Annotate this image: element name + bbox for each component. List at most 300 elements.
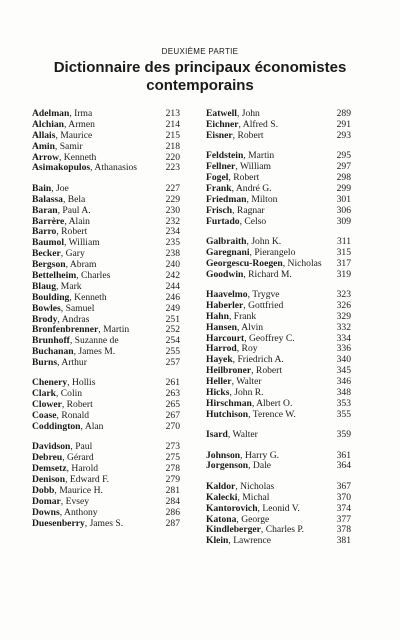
entry-page-number: 214 <box>165 118 180 130</box>
entry-given-name: Gérard <box>67 452 94 464</box>
entry-page-number: 244 <box>165 280 180 292</box>
entry-page-number: 355 <box>336 408 351 420</box>
entry-separator: , <box>80 421 85 433</box>
entry-surname: Furtado <box>206 215 240 227</box>
entry-page-number: 279 <box>165 474 180 486</box>
entry-separator: , <box>237 491 243 503</box>
entry-page-number: 261 <box>165 377 180 389</box>
entry-surname: Goodwin <box>206 268 244 280</box>
index-entry <box>206 217 351 228</box>
entry-separator: , <box>236 343 242 355</box>
entry-separator: , <box>64 215 69 227</box>
entry-separator: , <box>57 204 63 216</box>
entry-page-number: 284 <box>165 495 180 507</box>
entry-separator: , <box>243 150 249 162</box>
entry-page-number: 289 <box>336 108 351 119</box>
entry-separator: , <box>57 357 62 369</box>
entry-separator: , <box>57 313 62 325</box>
entry-surname: Asimakopulos <box>32 162 91 174</box>
entry-given-name: Robert <box>237 129 264 141</box>
entry-surname: Kantorovich <box>206 502 258 514</box>
entry-page-number: 257 <box>165 357 180 369</box>
entry-surname: Clark <box>32 388 56 400</box>
entry-separator: , <box>65 259 70 271</box>
entry-surname: Friedman <box>206 193 247 205</box>
entry-given-name: Robert <box>255 365 283 377</box>
entry-surname: Bergson <box>32 259 66 271</box>
entry-surname: Denison <box>32 474 66 486</box>
entry-surname: Bowles <box>32 302 61 314</box>
entry-given-name: Charles P. <box>265 524 305 536</box>
entry-separator: , <box>247 288 253 300</box>
entry-page-number: 370 <box>336 491 351 503</box>
entry-surname: Brody <box>32 313 58 325</box>
entry-separator: , <box>60 248 66 260</box>
entry-given-name: Martin <box>103 324 130 336</box>
entry-separator: , <box>64 237 69 249</box>
part-heading: DEUXIÈME PARTIE <box>161 47 239 56</box>
entry-given-name: Ragnar <box>236 204 265 216</box>
index-entry <box>206 410 351 421</box>
entry-separator: , <box>90 162 95 174</box>
entry-separator: , <box>70 441 76 453</box>
entry-given-name: Gary <box>65 248 85 260</box>
entry-separator: , <box>56 226 62 238</box>
entry-separator: , <box>60 495 66 507</box>
entry-surname: Bettelheim <box>32 269 77 281</box>
entry-separator: , <box>257 502 263 514</box>
entry-separator: , <box>59 506 65 518</box>
entry-surname: Brunhoff <box>32 335 70 347</box>
entry-surname: Balassa <box>32 193 63 205</box>
entry-separator: , <box>69 335 75 347</box>
entry-page-number: 235 <box>165 237 180 249</box>
entry-surname: Hayek <box>206 354 233 366</box>
entry-separator: , <box>56 410 62 422</box>
index-entry <box>206 270 351 281</box>
entry-separator: , <box>59 151 64 163</box>
entry-page-number: 246 <box>165 291 180 303</box>
entry-page-number: 265 <box>165 399 180 411</box>
entry-separator: , <box>243 268 249 280</box>
entry-page-number: 367 <box>336 480 351 492</box>
entry-page-number: 249 <box>165 302 180 314</box>
entry-surname: Burns <box>32 357 58 369</box>
entry-given-name: Martin <box>248 150 275 162</box>
entry-given-name: Robert <box>233 171 260 183</box>
entry-page-number: 275 <box>165 452 180 464</box>
entry-surname: Frisch <box>206 204 233 216</box>
entry-surname: Barro <box>32 226 57 238</box>
entry-separator: , <box>232 354 238 366</box>
entry-surname: Eatwell <box>206 108 237 119</box>
entry-separator: , <box>62 452 67 464</box>
entry-surname: Georgescu-Roegen <box>206 257 283 269</box>
entry-given-name: Kenneth <box>74 291 107 303</box>
entry-page-number: 263 <box>165 388 180 400</box>
entry-given-name: Evsey <box>65 495 90 507</box>
entry-surname: Garegnani <box>206 246 250 258</box>
entry-page-number: 291 <box>336 118 351 130</box>
entry-separator: , <box>76 269 82 281</box>
entry-page-number: 251 <box>165 313 180 325</box>
entry-given-name: Robert <box>61 226 88 238</box>
entry-surname: Heller <box>206 376 232 388</box>
entry-separator: , <box>56 280 61 292</box>
entry-separator: , <box>238 118 243 130</box>
entry-page-number: 223 <box>165 162 180 174</box>
entry-given-name: Leonid V. <box>262 502 300 514</box>
entry-surname: Kindleberger <box>206 524 261 536</box>
entry-surname: Hahn <box>206 310 229 322</box>
entry-separator: , <box>227 429 233 441</box>
entry-surname: Barrère <box>32 215 65 227</box>
entry-surname: Kaldor <box>206 480 236 492</box>
entry-surname: Alchian <box>32 118 64 130</box>
entry-given-name: Frank <box>233 310 257 322</box>
entry-given-name: Gottfried <box>248 299 284 311</box>
entry-given-name: Edward F. <box>69 474 110 486</box>
entry-given-name: James S. <box>89 517 124 529</box>
entry-page-number: 220 <box>165 151 180 163</box>
index-entry <box>206 536 351 547</box>
entry-page-number: 326 <box>336 299 351 311</box>
entry-page-number: 240 <box>165 259 180 271</box>
entry-given-name: Kenneth <box>63 151 97 163</box>
entry-separator: , <box>236 513 242 525</box>
entry-page-number: 295 <box>336 150 351 162</box>
entry-surname: Chenery <box>32 377 68 389</box>
entry-given-name: Irma <box>74 108 93 119</box>
entry-page-number: 299 <box>336 182 351 194</box>
entry-given-name: Andras <box>61 313 90 325</box>
entry-given-name: Geoffrey C. <box>249 332 295 344</box>
entry-surname: Demsetz <box>32 463 67 475</box>
entry-page-number: 293 <box>336 129 351 141</box>
entry-given-name: Maurice H. <box>59 485 103 496</box>
entry-page-number: 281 <box>165 485 180 496</box>
entry-surname: Amin <box>32 140 55 152</box>
entry-given-name: Robert <box>66 399 93 411</box>
entry-given-name: Pierangelo <box>254 246 296 258</box>
entry-given-name: John <box>241 108 260 119</box>
entry-given-name: Walter <box>232 429 258 441</box>
entry-surname: Fellner <box>206 161 236 173</box>
entry-surname: Galbraith <box>206 235 247 247</box>
entry-given-name: William <box>239 161 271 173</box>
entry-surname: Fogel <box>206 171 229 183</box>
entry-surname: Boulding <box>32 291 70 303</box>
entry-page-number: 286 <box>165 506 180 518</box>
entry-surname: Downs <box>32 506 60 518</box>
entry-separator: , <box>248 460 253 472</box>
entry-surname: Debreu <box>32 452 63 464</box>
entry-separator: , <box>55 129 61 141</box>
entry-separator: , <box>65 474 70 486</box>
entry-given-name: Ronald <box>61 410 90 422</box>
entry-surname: Katona <box>206 513 237 525</box>
entry-given-name: William <box>68 237 100 249</box>
entry-separator: , <box>232 129 238 141</box>
entry-given-name: Nicholas <box>287 257 322 269</box>
entry-page-number: 298 <box>336 171 351 183</box>
entry-given-name: Nicholas <box>240 480 275 492</box>
entry-surname: Bronfenbrenner <box>32 324 99 336</box>
entry-separator: , <box>243 299 249 311</box>
entry-page-number: 317 <box>336 257 351 269</box>
entry-page-number: 215 <box>165 129 180 141</box>
entry-separator: , <box>54 140 60 152</box>
entry-separator: , <box>66 463 72 475</box>
entry-given-name: Paul <box>75 441 93 453</box>
entry-separator: , <box>67 377 72 389</box>
entry-given-name: Friedrich A. <box>237 354 284 366</box>
entry-page-number: 254 <box>165 335 180 347</box>
entry-page-number: 340 <box>336 354 351 366</box>
entry-page-number: 273 <box>165 441 180 453</box>
entry-surname: Hansen <box>206 321 237 333</box>
entry-page-number: 234 <box>165 226 180 238</box>
entry-separator: , <box>282 257 288 269</box>
entry-page-number: 309 <box>336 215 351 227</box>
entry-page-number: 213 <box>165 108 180 119</box>
entry-surname: Dobb <box>32 485 55 496</box>
entry-page-number: 315 <box>336 246 351 258</box>
entry-separator: , <box>235 480 241 492</box>
entry-given-name: André G. <box>235 182 272 194</box>
index-entry <box>206 430 351 441</box>
entry-separator: , <box>60 302 66 314</box>
entry-page-number: 287 <box>165 517 180 529</box>
entry-separator: , <box>54 485 60 496</box>
entry-surname: Feldstein <box>206 150 244 162</box>
entry-given-name: Abram <box>69 259 97 271</box>
entry-given-name: Walter <box>236 376 262 388</box>
entry-surname: Johnson <box>206 449 241 461</box>
entry-page-number: 361 <box>336 449 351 461</box>
entry-surname: Kalecki <box>206 491 238 503</box>
entry-page-number: 267 <box>165 410 180 422</box>
entry-page-number: 364 <box>336 460 351 472</box>
entry-page-number: 336 <box>336 343 351 355</box>
entry-page-number: 227 <box>165 182 180 194</box>
entry-given-name: Maurice <box>60 129 93 141</box>
entry-page-number: 238 <box>165 248 180 260</box>
entry-page-number: 377 <box>336 513 351 525</box>
title-line-2: contemporains <box>146 77 254 94</box>
entry-separator: , <box>69 108 75 119</box>
index-column-right <box>206 109 351 547</box>
entry-surname: Blaug <box>32 280 56 292</box>
entry-separator: , <box>228 171 234 183</box>
entry-page-number: 319 <box>336 268 351 280</box>
entry-given-name: Dale <box>252 460 272 472</box>
entry-separator: , <box>231 182 236 194</box>
entry-page-number: 332 <box>336 321 351 333</box>
entry-separator: , <box>84 517 90 529</box>
entry-given-name: Charles <box>81 269 111 281</box>
entry-given-name: Richard M. <box>248 268 292 280</box>
entry-page-number: 229 <box>165 193 180 205</box>
entry-page-number: 345 <box>336 365 351 377</box>
entry-page-number: 378 <box>336 524 351 536</box>
entry-surname: Bain <box>32 182 52 194</box>
entry-separator: , <box>249 246 255 258</box>
entry-given-name: Alain <box>68 215 90 227</box>
entry-page-number: 306 <box>336 204 351 216</box>
entry-surname: Harrod <box>206 343 237 355</box>
entry-given-name: George <box>241 513 270 525</box>
entry-surname: Eichner <box>206 118 239 130</box>
entry-page-number: 301 <box>336 193 351 205</box>
entry-surname: Eisner <box>206 129 233 141</box>
entry-given-name: Hollis <box>71 377 96 389</box>
entry-surname: Jorgenson <box>206 460 249 472</box>
entry-given-name: Mark <box>60 280 82 292</box>
entry-separator: , <box>98 324 104 336</box>
entry-separator: , <box>232 204 237 216</box>
entry-given-name: Celso <box>244 215 267 227</box>
index-entry <box>32 422 180 433</box>
entry-surname: Haavelmo <box>206 288 248 300</box>
entry-separator: , <box>251 365 256 377</box>
entry-page-number: 381 <box>336 535 351 547</box>
entry-given-name: Trygve <box>252 288 280 300</box>
entry-separator: , <box>244 332 249 344</box>
entry-separator: , <box>235 161 240 173</box>
entry-given-name: Arthur <box>61 357 87 369</box>
entry-separator: , <box>69 291 75 303</box>
entry-separator: , <box>246 193 252 205</box>
entry-given-name: Athanasios <box>94 162 138 174</box>
entry-surname: Frank <box>206 182 232 194</box>
entry-page-number: 329 <box>336 310 351 322</box>
entry-page-number: 232 <box>165 215 180 227</box>
entry-page-number: 297 <box>336 161 351 173</box>
entry-separator: , <box>55 388 61 400</box>
index-entry <box>206 461 351 472</box>
entry-separator: , <box>228 535 234 547</box>
entry-separator: , <box>61 399 67 411</box>
entry-page-number: 353 <box>336 397 351 409</box>
entry-surname: Baran <box>32 204 58 216</box>
entry-separator: , <box>239 215 245 227</box>
entry-surname: Arrow <box>32 151 59 163</box>
entry-surname: Heilbroner <box>206 365 252 377</box>
entry-given-name: Samir <box>59 140 83 152</box>
entry-separator: , <box>248 408 253 420</box>
entry-given-name: Paul A. <box>62 204 91 216</box>
entry-given-name: Joe <box>56 182 69 194</box>
entry-surname: Isard <box>206 429 228 441</box>
entry-given-name: Samuel <box>65 302 95 314</box>
entry-surname: Baumol <box>32 237 64 249</box>
entry-separator: , <box>51 182 56 194</box>
entry-separator: , <box>231 376 237 388</box>
entry-separator: , <box>236 108 242 119</box>
entry-given-name: Albert O. <box>256 397 293 409</box>
entry-page-number: 348 <box>336 386 351 398</box>
entry-given-name: Suzanne de <box>74 335 119 347</box>
entry-surname: Becker <box>32 248 61 260</box>
entry-given-name: Roy <box>241 343 258 355</box>
entry-page-number: 374 <box>336 502 351 514</box>
entry-given-name: Alvin <box>241 321 264 333</box>
entry-page-number: 334 <box>336 332 351 344</box>
entry-surname: Domar <box>32 495 61 507</box>
entry-surname: Klein <box>206 535 229 547</box>
entry-page-number: 230 <box>165 204 180 216</box>
entry-surname: Hutchison <box>206 408 249 420</box>
title-line-1: Dictionnaire des principaux économistes <box>53 59 347 76</box>
entry-surname: Buchanan <box>32 346 74 358</box>
entry-surname: Coase <box>32 410 57 422</box>
entry-separator: , <box>246 235 252 247</box>
entry-surname: Davidson <box>32 441 71 453</box>
entry-page-number: 242 <box>165 269 180 281</box>
entry-page-number: 311 <box>336 235 351 247</box>
entry-surname: Harcourt <box>206 332 245 344</box>
entry-separator: , <box>228 310 234 322</box>
entry-given-name: Harold <box>71 463 99 475</box>
entry-given-name: Michal <box>242 491 270 503</box>
index-entry <box>32 519 180 530</box>
entry-surname: Haberler <box>206 299 244 311</box>
entry-separator: , <box>260 524 266 536</box>
entry-surname: Coddington <box>32 421 81 433</box>
entry-page-number: 252 <box>165 324 180 336</box>
entry-page-number: 359 <box>336 429 351 441</box>
entry-given-name: Alan <box>84 421 104 433</box>
entry-page-number: 255 <box>165 346 180 358</box>
entry-given-name: John K. <box>251 235 282 247</box>
entry-given-name: Alfred S. <box>242 118 278 130</box>
entry-surname: Allais <box>32 129 56 141</box>
entry-surname: Clower <box>32 399 62 411</box>
index-entry <box>32 163 180 174</box>
entry-given-name: Armen <box>68 118 95 130</box>
entry-given-name: Anthony <box>64 506 98 518</box>
entry-page-number: 270 <box>165 421 180 433</box>
entry-page-number: 278 <box>165 463 180 475</box>
entry-given-name: Terence W. <box>252 408 296 420</box>
entry-separator: , <box>73 346 79 358</box>
entry-separator: , <box>236 321 242 333</box>
entry-given-name: Colin <box>60 388 83 400</box>
entry-given-name: Harry G. <box>244 449 280 461</box>
index-entry <box>32 358 180 369</box>
entry-page-number: 218 <box>165 140 180 152</box>
entry-surname: Hicks <box>206 386 230 398</box>
entry-separator: , <box>229 386 235 398</box>
entry-given-name: John R. <box>234 386 264 398</box>
index-column-left <box>32 109 180 530</box>
entry-separator: , <box>64 118 69 130</box>
entry-separator: , <box>62 193 68 205</box>
entry-given-name: Lawrence <box>233 535 272 547</box>
entry-separator: , <box>251 397 257 409</box>
entry-given-name: James M. <box>78 346 116 358</box>
entry-separator: , <box>240 449 245 461</box>
entry-page-number: 346 <box>336 376 351 388</box>
entry-surname: Adelman <box>32 108 70 119</box>
page-title <box>0 59 400 95</box>
entry-surname: Hirschman <box>206 397 252 409</box>
entry-surname: Duesenberry <box>32 517 85 529</box>
entry-given-name: Milton <box>251 193 278 205</box>
entry-page-number: 323 <box>336 288 351 300</box>
index-entry <box>206 131 351 142</box>
